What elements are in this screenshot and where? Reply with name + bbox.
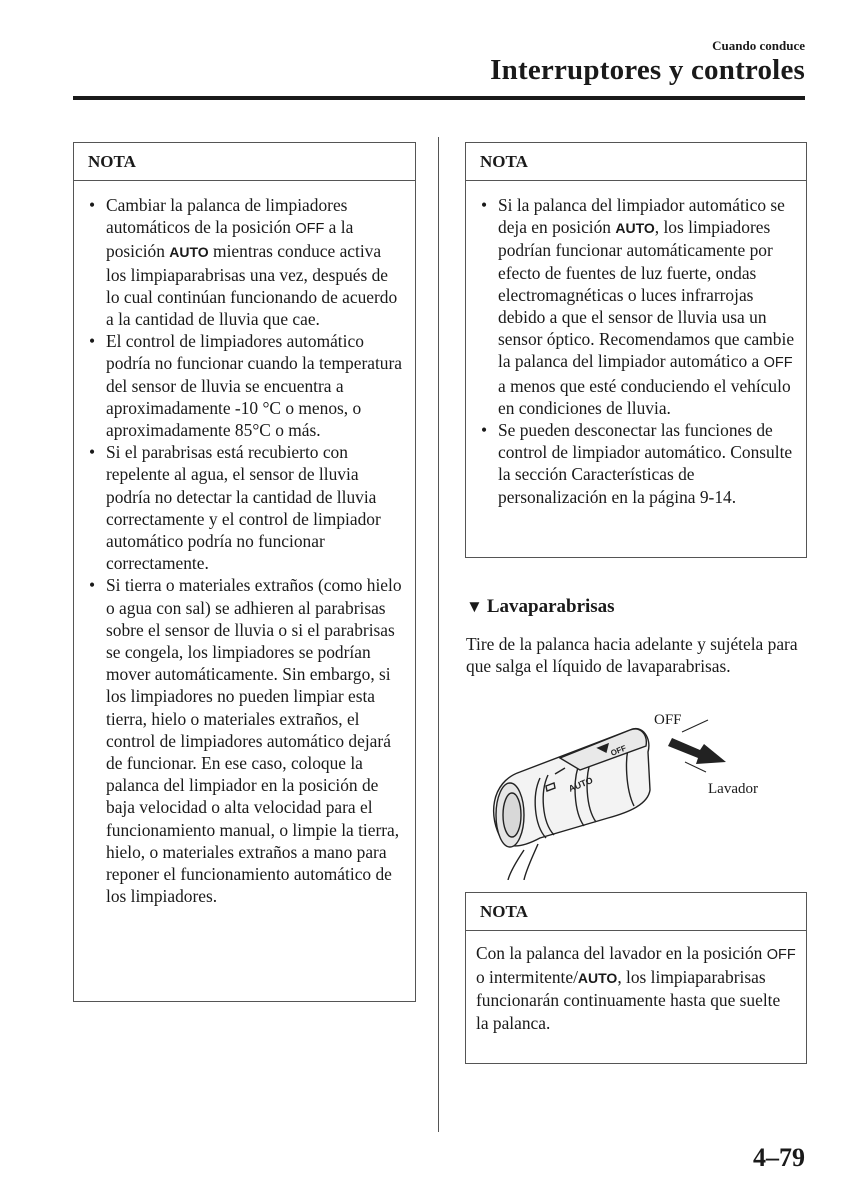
column-divider xyxy=(438,137,439,1132)
note-item: • El control de limpiadores automático podría no funcionar cuando la temperatura del sensor de lluvia se encuentra a aproximadamente -10 °C o menos, o aproximadamente 85°C o más. xyxy=(89,331,402,441)
right-note-box-top xyxy=(465,142,807,558)
off-callout-label: OFF xyxy=(654,712,682,728)
note-item: • Se pueden desconectar las funciones de control de limpiador automático. Consulte la sección Características de personalización en la página 9-14. xyxy=(481,420,793,507)
header-rule xyxy=(73,96,805,100)
washer-callout-label: Lavador xyxy=(708,781,758,797)
note-title: NOTA xyxy=(466,893,806,931)
bullet-icon: • xyxy=(89,575,96,596)
note-title: NOTA xyxy=(74,143,415,181)
note-item: • Si tierra o materiales extraños (como hielo o agua con sal) se adhieren al parabrisas sobre el sensor de lluvia o si el parabrisas se congela, los limpiadores se podrían mover automáticamente. Sin embargo, si los limpiadores no pueden limpiar esta tierra, hielo o materiales extraños, el control de limpiadores automático dejará de funcionar. En ese caso, coloque la palanca del limpiador en la posición de baja velocidad o alta velocidad para el funcionamiento manual, o limpie la tierra, hielo, o materiales extraños a mano para reponer el funcionamiento automático de los limpiadores. xyxy=(89,575,402,907)
off-position-label: OFF xyxy=(766,947,796,963)
lever-auto-text: AUTO xyxy=(567,775,595,794)
washer-instructions: Tire de la palanca hacia adelante y sujétela para que salga el líquido de lavaparabrisas. xyxy=(466,634,798,677)
bullet-icon: • xyxy=(89,331,96,352)
right-note-box-bottom xyxy=(465,892,807,1064)
lever-off-text: OFF xyxy=(609,743,628,758)
auto-position-label: AUTO xyxy=(615,220,655,237)
auto-position-label: AUTO xyxy=(169,244,209,261)
note-paragraph: Con la palanca del lavador en la posición OFF o intermitente/AUTO, los limpiaparabrisas funcionarán continuamente hasta que suelte la palanca. xyxy=(476,943,796,1033)
section-heading: ▼ Lavaparabrisas xyxy=(466,596,615,617)
off-position-label: OFF xyxy=(295,221,325,238)
page-number: 4–79 xyxy=(753,1143,805,1172)
note-list xyxy=(86,194,405,908)
pull-arrow-icon xyxy=(668,738,726,764)
bullet-icon: • xyxy=(481,195,488,215)
wiper-lever-illustration xyxy=(480,700,780,880)
note-item: • Si la palanca del limpiador automático se deja en posición AUTO, los limpiadores podrían funcionar automáticamente por efecto de fuentes de luz fuerte, ondas electromagnéticas o luces infrarrojas debido a que el sensor de lluvia usa un sensor óptico. Recomendamos que cambie la palanca del limpiador automático a OFF a menos que esté conduciendo el vehículo en condiciones de lluvia. xyxy=(481,195,795,418)
left-note-box xyxy=(73,142,416,1002)
page-title: Interruptores y controles xyxy=(490,54,805,86)
note-list xyxy=(478,194,796,508)
auto-position-label: AUTO xyxy=(577,970,618,987)
note-item: • Si el parabrisas está recubierto con repelente al agua, el sensor de lluvia podría no detectar la cantidad de lluvia correctamente y el control de limpiador automático podría no funcionar correctamente. xyxy=(89,442,381,574)
bullet-icon: • xyxy=(89,195,96,215)
off-position-label: OFF xyxy=(763,355,793,372)
section-subtitle: Cuando conduce xyxy=(712,38,805,53)
lever-drawing xyxy=(494,729,650,880)
bullet-icon: • xyxy=(481,420,488,441)
bullet-icon: • xyxy=(89,442,96,463)
triangle-down-icon: ▼ xyxy=(466,597,483,616)
note-item: • Cambiar la palanca de limpiadores automáticos de la posición OFF a la posición AUTO mientras conduce activa los limpiaparabrisas una vez, después de lo cual continúan funcionando de acuerdo a la cantidad de lluvia que cae. xyxy=(89,195,398,330)
note-title: NOTA xyxy=(466,143,806,181)
